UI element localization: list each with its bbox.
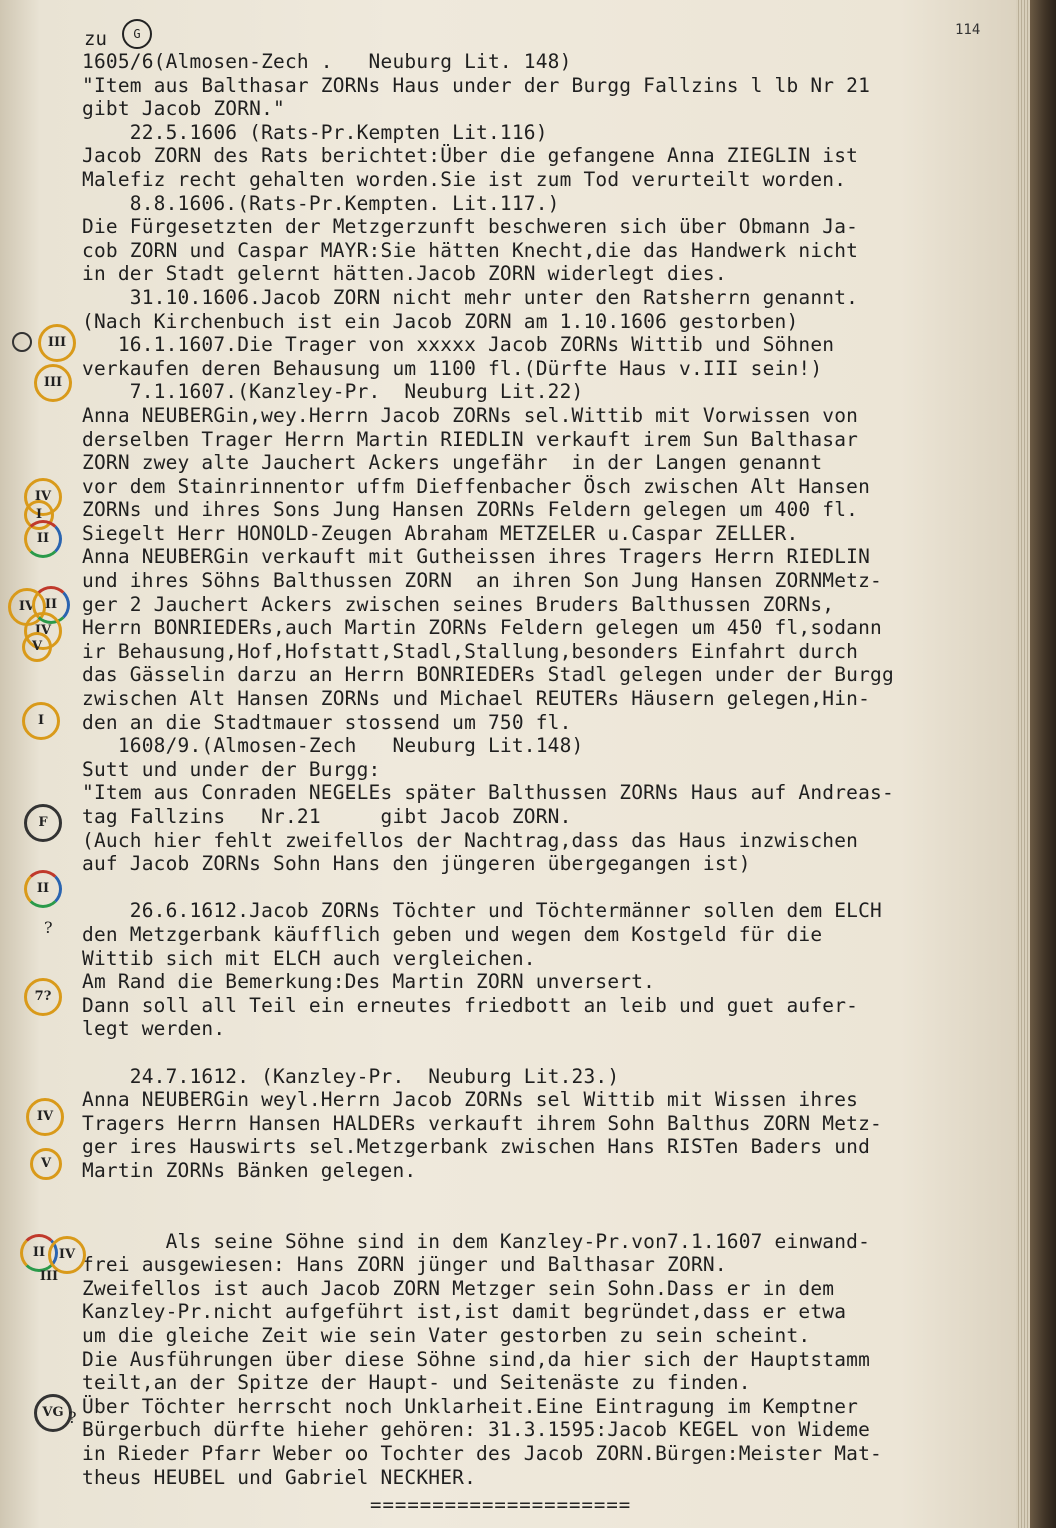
text-line bbox=[82, 1183, 1012, 1207]
margin-mark: II bbox=[24, 520, 62, 558]
text-line: frei ausgewiesen: Hans ZORN jünger und Balthasar ZORN. bbox=[82, 1253, 727, 1277]
text-line: cob ZORN und Caspar MAYR:Sie hätten Knecht,die das Handwerk nicht bbox=[82, 238, 859, 262]
margin-mark: IV bbox=[26, 1098, 64, 1136]
margin-mark: II bbox=[32, 586, 70, 624]
page-edge bbox=[1016, 0, 1030, 1528]
text-line: 22.5.1606 (Rats-Pr.Kempten Lit.116) bbox=[82, 120, 548, 144]
text-line: in Rieder Pfarr Weber oo Tochter des Jacob ZORN.Bürgen:Meister Mat- bbox=[82, 1442, 882, 1466]
text-line: 1605/6(Almosen-Zech . Neuburg Lit. 148) bbox=[82, 50, 572, 73]
text-line: derselben Trager Herrn Martin RIEDLIN verkauft irem Sun Balthasar bbox=[82, 427, 859, 451]
margin-mark: IV bbox=[24, 478, 62, 516]
text-line: Anna NEUBERGin weyl.Herrn Jacob ZORNs sel Wittib mit Wissen ihres bbox=[82, 1088, 859, 1112]
text-line: (Auch hier fehlt zweifellos der Nachtrag,dass das Haus inzwischen bbox=[82, 828, 859, 852]
text-line: 16.1.1607.Die Trager von xxxxx Jacob ZORNs Wittib und Söhnen bbox=[82, 333, 835, 357]
text-line: Bürgerbuch dürfte hieher gehören: 31.3.1595:Jacob KEGEL von Wideme bbox=[82, 1418, 871, 1442]
text-line: ger ires Hauswirts sel.Metzgerbank zwischen Hans RISTen Baders und bbox=[82, 1135, 871, 1159]
text-line: Malefiz recht gehalten worden.Sie ist zum Tod verurteilt worden. bbox=[82, 167, 847, 191]
text-line: ZORN zwey alte Jauchert Ackers ungefähr in der Langen genannt bbox=[82, 451, 823, 475]
text-line: zwischen Alt Hansen ZORNs und Michael REUTERs Häusern gelegen,Hin- bbox=[82, 687, 871, 711]
text-line: 24.7.1612. (Kanzley-Pr. Neuburg Lit.23.) bbox=[82, 1064, 620, 1088]
text-line: "Item aus Conraden NEGELEs später Balthussen ZORNs Haus auf Andreas- bbox=[82, 781, 894, 805]
text-line: ir Behausung,Hof,Hofstatt,Stadl,Stallung,besonders Einfahrt durch bbox=[82, 639, 859, 663]
text-line: auf Jacob ZORNs Sohn Hans den jüngeren übergegangen ist) bbox=[82, 852, 751, 876]
text-line: 1608/9.(Almosen-Zech Neuburg Lit.148) bbox=[82, 734, 584, 758]
text-line: Über Töchter herrscht noch Unklarheit.Eine Eintragung im Kemptner bbox=[82, 1394, 859, 1418]
text-line: ZORNs und ihres Sons Jung Hansen ZORNs Feldern gelegen um 400 fl. bbox=[82, 498, 859, 522]
text-line: Wittib sich mit ELCH auch vergleichen. bbox=[82, 946, 536, 970]
text-line: ger 2 Jauchert Ackers zwischen seines Bruders Balthussen ZORNs, bbox=[82, 592, 835, 616]
margin-mark: II bbox=[24, 870, 62, 908]
text-line: und ihres Söhns Balthussen ZORN an ihren Son Jung Hansen ZORNMetz- bbox=[82, 569, 882, 593]
text-line: Sutt und under der Burgg: bbox=[82, 757, 381, 781]
margin-mark: V bbox=[30, 1148, 62, 1180]
margin-mark-small-circle bbox=[12, 332, 32, 352]
text-line: Tragers Herrn Hansen HALDERs verkauft ihrem Sohn Balthus ZORN Metz- bbox=[82, 1111, 882, 1135]
text-line: Martin ZORNs Bänken gelegen. bbox=[82, 1158, 417, 1182]
page-number: 114 bbox=[955, 22, 981, 38]
typewritten-body bbox=[82, 50, 1012, 1489]
text-line: 8.8.1606.(Rats-Pr.Kempten. Lit.117.) bbox=[82, 191, 560, 215]
text-line: den an die Stadtmauer stossend um 750 fl. bbox=[82, 710, 572, 734]
text-line: um die gleiche Zeit wie sein Vater gestorben zu sein scheint. bbox=[82, 1324, 811, 1348]
text-line: Die Fürgesetzten der Metzgerzunft beschweren sich über Obmann Ja- bbox=[82, 215, 859, 239]
text-line: Dann soll all Teil ein erneutes friedbott an leib und guet aufer- bbox=[82, 993, 859, 1017]
text-line: den Metzgerbank käufflich geben und wegen dem Kostgeld für die bbox=[82, 922, 823, 946]
text-line: tag Fallzins Nr.21 gibt Jacob ZORN. bbox=[82, 805, 572, 828]
text-line: in der Stadt gelernt hätten.Jacob ZORN widerlegt dies. bbox=[82, 262, 727, 286]
text-line: verkaufen deren Behausung um 1100 fl.(Dürfte Haus v.III sein!) bbox=[82, 356, 823, 380]
text-line: Anna NEUBERGin verkauft mit Gutheissen ihres Tragers Herrn RIEDLIN bbox=[82, 545, 871, 569]
text-line: das Gässelin darzu an Herrn BONRIEDERs Stadl gelegen under der Burgg bbox=[82, 663, 894, 687]
text-line: 26.6.1612.Jacob ZORNs Töchter und Töchtermänner sollen dem ELCH bbox=[82, 899, 882, 923]
margin-mark: 7? bbox=[24, 978, 62, 1016]
text-line: teilt,an der Spitze der Haupt- und Seitenäste zu finden. bbox=[82, 1371, 751, 1395]
text-line bbox=[82, 876, 1012, 900]
text-line: Als seine Söhne sind in dem Kanzley-Pr.von7.1.1607 einwand- bbox=[82, 1229, 871, 1253]
text-line: 31.10.1606.Jacob ZORN nicht mehr unter den Ratsherrn genannt. bbox=[82, 285, 859, 309]
margin-mark: V bbox=[22, 632, 52, 662]
margin-question-mark: ? bbox=[68, 1408, 77, 1427]
text-line: vor dem Stainrinnentor uffm Dieffenbacher Ösch zwischen Alt Hansen bbox=[82, 474, 871, 498]
margin-mark: I bbox=[22, 702, 60, 740]
margin-mark: III bbox=[38, 324, 76, 362]
margin-mark: IV bbox=[24, 612, 62, 650]
margin-mark: III bbox=[34, 364, 72, 402]
text-line: gibt Jacob ZORN." bbox=[82, 97, 285, 121]
text-line: Die Ausführungen über diese Söhne sind,da hier sich der Hauptstamm bbox=[82, 1347, 871, 1371]
text-line bbox=[82, 1206, 1012, 1230]
margin-mark: I bbox=[24, 500, 54, 530]
text-line: Herrn BONRIEDERs,auch Martin ZORNs Feldern gelegen um 450 fl,sodann bbox=[82, 616, 882, 640]
text-line: Siegelt Herr HONOLD-Zeugen Abraham METZELER u.Caspar ZELLER. bbox=[82, 521, 799, 545]
text-line: Anna NEUBERGin,wey.Herrn Jacob ZORNs sel.Wittib mit Vorwissen von bbox=[82, 403, 859, 427]
text-line: "Item aus Balthasar ZORNs Haus under der Burgg Fallzins l lb Nr 21 bbox=[82, 73, 871, 97]
margin-question-mark: ? bbox=[44, 918, 53, 937]
text-line: Jacob ZORN des Rats berichtet:Über die gefangene Anna ZIEGLIN ist bbox=[82, 144, 859, 168]
text-line: (Nach Kirchenbuch ist ein Jacob ZORN am 1.10.1606 gestorben) bbox=[82, 309, 799, 333]
margin-mark: F bbox=[24, 804, 62, 842]
text-line: legt werden. bbox=[82, 1017, 226, 1041]
text-line: Am Rand die Bemerkung:Des Martin ZORN unversert. bbox=[82, 970, 656, 994]
book-spine bbox=[1030, 0, 1056, 1528]
margin-mark: II bbox=[20, 1234, 58, 1272]
margin-mark: III bbox=[39, 1269, 59, 1284]
closing-separator: ===================== bbox=[370, 1494, 632, 1516]
text-line: 7.1.1607.(Kanzley-Pr. Neuburg Lit.22) bbox=[82, 380, 584, 404]
margin-mark: VG bbox=[34, 1394, 72, 1432]
margin-mark: IV bbox=[48, 1236, 86, 1274]
margin-mark: IV bbox=[8, 588, 46, 626]
text-line: theus HEUBEL und Gabriel NECKHER. bbox=[82, 1465, 477, 1489]
text-line bbox=[82, 1041, 1012, 1065]
text-line: Zweifellos ist auch Jacob ZORN Metzger sein Sohn.Dass er in dem bbox=[82, 1276, 835, 1300]
header-prefix: zu bbox=[84, 28, 107, 50]
text-line: Kanzley-Pr.nicht aufgeführt ist,ist damit begründet,dass er etwa bbox=[82, 1300, 847, 1324]
header-circle-mark: G bbox=[122, 19, 152, 49]
